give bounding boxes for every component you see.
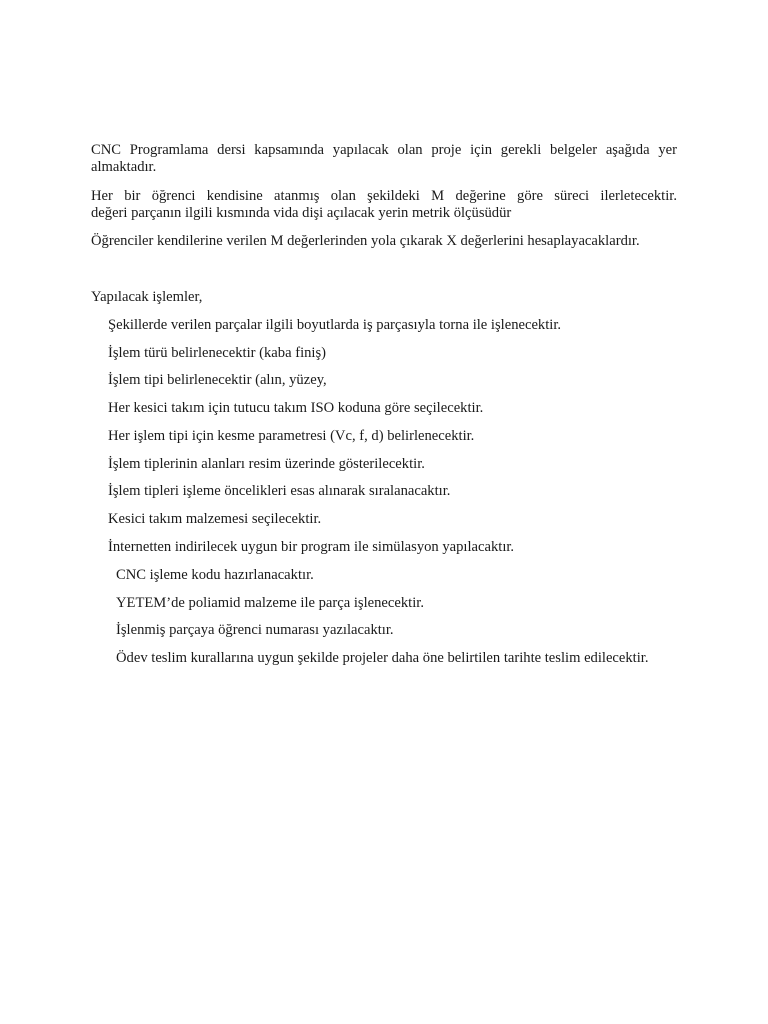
- intro-paragraph-3: Öğrenciler kendilerine verilen M değerlerinden yola çıkarak X değerlerini hesaplayacaklardır.: [91, 233, 640, 249]
- task-item: Kesici takım malzemesi seçilecektir.: [108, 511, 322, 527]
- task-item: Her işlem tipi için kesme parametresi (Vc, f, d) belirlenecektir.: [108, 428, 475, 444]
- task-item: İşlem türü belirlenecektir (kaba finiş): [108, 345, 327, 361]
- task-item: Her kesici takım için tutucu takım ISO koduna göre seçilecektir.: [108, 400, 484, 416]
- task-item: Ödev teslim kurallarına uygun şekilde projeler daha öne belirtilen tarihte teslim edilecektir.: [116, 650, 649, 666]
- intro-paragraph-2-line-1: Her bir öğrenci kendisine atanmış olan şekildeki M değerine göre süreci ilerletecektir.: [91, 188, 677, 204]
- task-item: YETEM’de poliamid malzeme ile parça işlenecektir.: [116, 595, 424, 611]
- intro-paragraph-2: [91, 188, 677, 222]
- task-item: CNC işleme kodu hazırlanacaktır.: [116, 567, 314, 583]
- task-item: İşlem tipi belirlenecektir (alın, yüzey,: [108, 372, 327, 388]
- task-item: İşlem tipleri işleme öncelikleri esas alınarak sıralanacaktır.: [108, 483, 451, 499]
- tasks-heading: Yapılacak işlemler,: [91, 289, 203, 305]
- task-item: Şekillerde verilen parçalar ilgili boyutlarda iş parçasıyla torna ile işlenecektir.: [108, 317, 562, 333]
- intro-paragraph-2-line-2: değeri parçanın ilgili kısmında vida dişi açılacak yerin metrik ölçüsüdür: [91, 205, 512, 221]
- task-item: İnternetten indirilecek uygun bir program ile simülasyon yapılacaktır.: [108, 539, 515, 555]
- intro-paragraph-1: CNC Programlama dersi kapsamında yapılacak olan proje için gerekli belgeler aşağıda yer almaktadır.: [91, 142, 677, 175]
- task-item: İşlem tiplerinin alanları resim üzerinde gösterilecektir.: [108, 456, 425, 472]
- task-item: İşlenmiş parçaya öğrenci numarası yazılacaktır.: [116, 622, 394, 638]
